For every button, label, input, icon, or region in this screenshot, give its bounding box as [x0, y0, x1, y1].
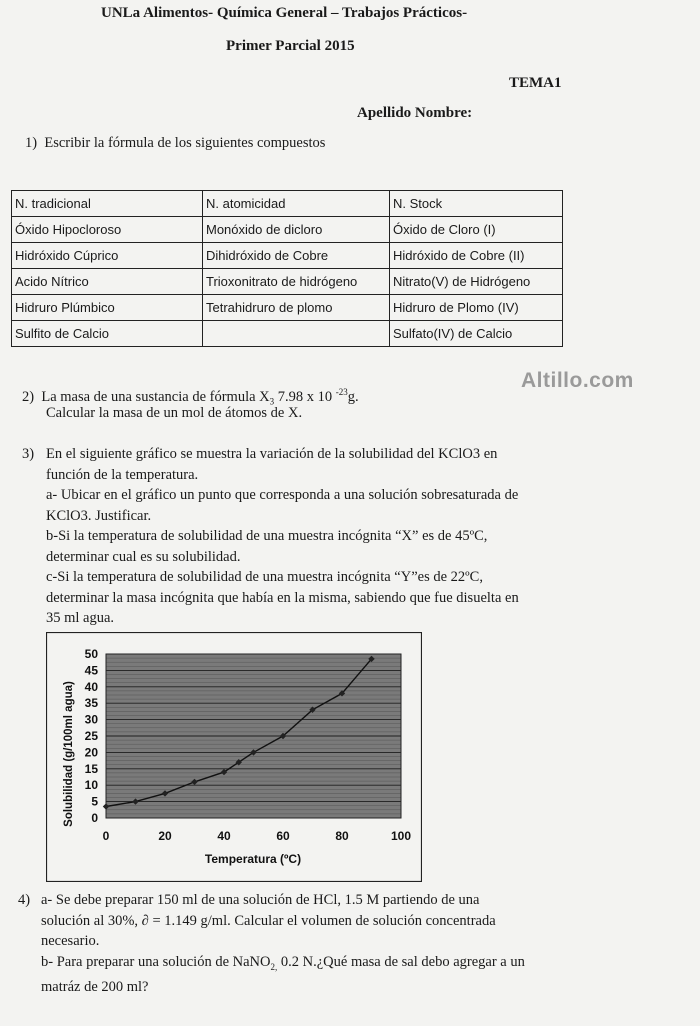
solubility-chart — [46, 632, 422, 882]
table-cell: Acido Nítrico — [12, 269, 203, 295]
question-line: KClO3. Justificar. — [46, 507, 152, 524]
gridlines — [106, 654, 401, 818]
question-1 — [25, 133, 325, 154]
table-cell: Óxido de Cloro (I) — [390, 217, 563, 243]
question-line: función de la temperatura. — [46, 466, 199, 483]
question-line: determinar cual es su solubilidad. — [46, 548, 241, 565]
question-text: La masa de una sustancia de fórmula X — [41, 388, 270, 405]
x-tick-label: 40 — [217, 829, 231, 843]
table-row — [12, 321, 563, 347]
table-cell: Tetrahidruro de plomo — [203, 295, 390, 321]
y-tick-label: 5 — [91, 794, 98, 809]
x-tick-label: 80 — [335, 829, 349, 843]
table-cell: Hidróxido de Cobre (II) — [390, 243, 563, 269]
subscript: 2, — [270, 961, 278, 972]
y-tick-label: 25 — [84, 729, 98, 743]
question-number: 1) — [25, 135, 38, 151]
x-tick-label: 60 — [276, 829, 290, 843]
question-line: determinar la masa incógnita que había en la misma, sabiendo que fue disuelta en — [46, 589, 519, 606]
y-tick-label: 20 — [84, 745, 98, 760]
question-line: matráz de 200 ml? — [41, 978, 149, 995]
question-text: Escribir la fórmula de los siguientes compuestos — [44, 135, 326, 151]
y-tick-label: 10 — [84, 778, 98, 793]
question-line: b-Si la temperatura de solubilidad de una muestra incógnita “X” es de 45ºC, — [46, 528, 488, 544]
question-line: 35 ml agua. — [46, 610, 115, 626]
table-row — [12, 269, 563, 295]
question-line: a- Ubicar en el gráfico un punto que corresponda a una solución sobresaturada de — [46, 487, 519, 503]
y-tick-label: 45 — [84, 663, 98, 678]
exam-title: Primer Parcial 2015 — [226, 38, 355, 54]
course-title: UNLa Alimentos- Química General – Trabajos Prácticos- — [101, 5, 468, 21]
question-line: c-Si la temperatura de solubilidad de una muestra incógnita “Y”es de 22ºC, — [46, 569, 483, 585]
compounds-table — [11, 190, 563, 347]
table-cell: Dihidróxido de Cobre — [203, 243, 390, 269]
table-cell: Sulfato(IV) de Calcio — [390, 321, 563, 347]
table-cell: Hidróxido Cúprico — [12, 243, 203, 269]
table-header-row — [12, 191, 563, 217]
y-tick-label: 35 — [84, 696, 98, 711]
question-2-line-2: Calcular la masa de un mol de átomos de X. — [46, 405, 303, 421]
table-cell: Hidruro de Plomo (IV) — [390, 295, 563, 321]
watermark-logo: Altillo.com — [521, 369, 634, 392]
table-header: N. Stock — [390, 191, 563, 217]
exam-theme: TEMA1 — [509, 75, 562, 91]
table-cell: Hidruro Plúmbico — [12, 295, 203, 321]
x-tick-label: 20 — [158, 829, 172, 843]
question-number: 3) — [22, 446, 35, 462]
y-tick-label: 0 — [91, 811, 98, 825]
table-cell: Óxido Hipocloroso — [12, 217, 203, 243]
question-line: solución al 30%, ∂ = 1.149 g/ml. Calcular el volumen de solución concentrada — [41, 912, 496, 929]
table-row — [12, 243, 563, 269]
table-row — [12, 295, 563, 321]
question-3 — [46, 444, 519, 629]
table-row — [12, 217, 563, 243]
question-text: 0.2 N.¿Qué masa de sal debo agregar a un — [277, 953, 525, 970]
y-tick-label: 40 — [84, 679, 98, 694]
y-axis-label: Solubilidad (g/100ml agua) — [63, 681, 75, 827]
table-cell: Monóxido de dicloro — [203, 217, 390, 243]
x-tick-label: 0 — [102, 829, 110, 843]
question-number: 2) — [22, 388, 35, 405]
table-cell: Nitrato(V) de Hidrógeno — [390, 269, 563, 295]
question-text: 7.98 x 10 — [274, 388, 336, 405]
question-line: necesario. — [41, 933, 100, 949]
question-line: a- Se debe preparar 150 ml de una solución de HCl, 1.5 M partiendo de una — [41, 892, 480, 908]
name-field-label: Apellido Nombre: — [357, 105, 473, 121]
x-tick-label: 100 — [390, 829, 412, 843]
table-cell: Trioxonitrato de hidrógeno — [203, 269, 390, 295]
table-cell: Sulfito de Calcio — [12, 321, 203, 347]
question-line — [41, 952, 525, 977]
superscript: -23 — [335, 387, 348, 397]
question-text: b- Para preparar una solución de NaNO — [41, 953, 271, 970]
y-tick-label: 50 — [84, 647, 98, 661]
y-tick-label: 30 — [84, 712, 98, 727]
question-4 — [41, 890, 525, 997]
question-text: g. — [347, 388, 359, 405]
y-tick-label: 15 — [84, 761, 98, 776]
subscript: 3 — [269, 396, 275, 407]
table-header: N. tradicional — [12, 191, 203, 217]
table-header: N. atomicidad — [203, 191, 390, 217]
table-cell — [203, 321, 390, 347]
x-axis-label: Temperatura (ºC) — [204, 852, 302, 866]
question-number: 4) — [18, 892, 31, 908]
question-line: En el siguiente gráfico se muestra la variación de la solubilidad del KClO3 en — [46, 446, 498, 462]
